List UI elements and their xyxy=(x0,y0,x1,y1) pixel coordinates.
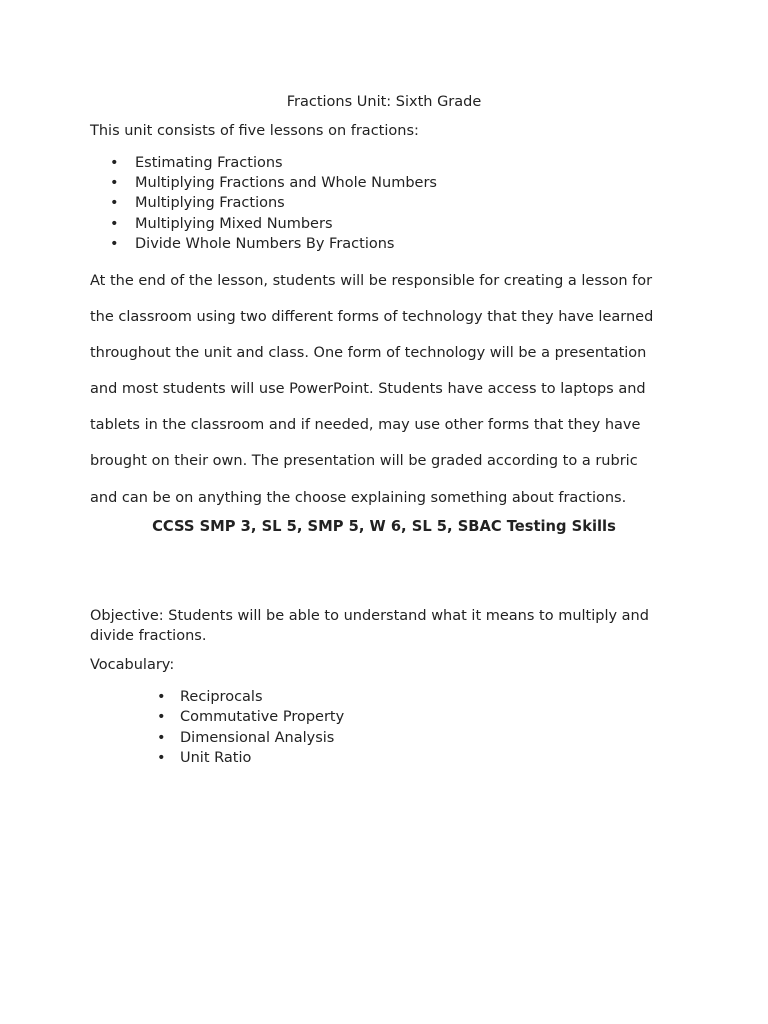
list-item: • Multiplying Mixed Numbers xyxy=(90,214,437,234)
paragraph-line: and can be on anything the choose explaining something about fractions. xyxy=(90,489,627,506)
vocabulary-list xyxy=(135,687,344,768)
intro-text: This unit consists of five lessons on fractions: xyxy=(90,123,419,139)
list-item: • Divide Whole Numbers By Fractions xyxy=(90,234,437,254)
list-item: • Commutative Property xyxy=(135,707,344,727)
paragraph-line: throughout the unit and class. One form of technology will be a presentation xyxy=(90,345,647,362)
paragraph-line: the classroom using two different forms of technology that they have learned xyxy=(90,309,654,326)
paragraph-line: At the end of the lesson, students will be responsible for creating a lesson for xyxy=(90,273,653,289)
document-title: Fractions Unit: Sixth Grade xyxy=(286,94,482,110)
list-item: • Unit Ratio xyxy=(135,748,344,768)
list-item: • Dimensional Analysis xyxy=(135,728,344,748)
assignment-paragraph xyxy=(90,263,690,516)
paragraph-line: brought on their own. The presentation will be graded according to a rubric xyxy=(90,453,638,470)
list-item: • Multiplying Fractions and Whole Numbers xyxy=(90,173,437,193)
list-item: • Multiplying Fractions xyxy=(90,193,437,213)
lessons-list xyxy=(90,153,437,254)
objective-line: Objective: Students will be able to understand what it means to multiply and xyxy=(90,608,649,624)
list-item: • Reciprocals xyxy=(135,687,344,707)
standards-heading: CCSS SMP 3, SL 5, SMP 5, W 6, SL 5, SBAC Testing Skills xyxy=(152,518,616,535)
objective-text xyxy=(90,606,690,646)
paragraph-line: tablets in the classroom and if needed, may use other forms that they have xyxy=(90,417,641,434)
paragraph-line: and most students will use PowerPoint. Students have access to laptops and xyxy=(90,381,646,398)
objective-line: divide fractions. xyxy=(90,628,207,644)
vocabulary-label: Vocabulary: xyxy=(90,657,175,673)
list-item: • Estimating Fractions xyxy=(90,153,437,173)
